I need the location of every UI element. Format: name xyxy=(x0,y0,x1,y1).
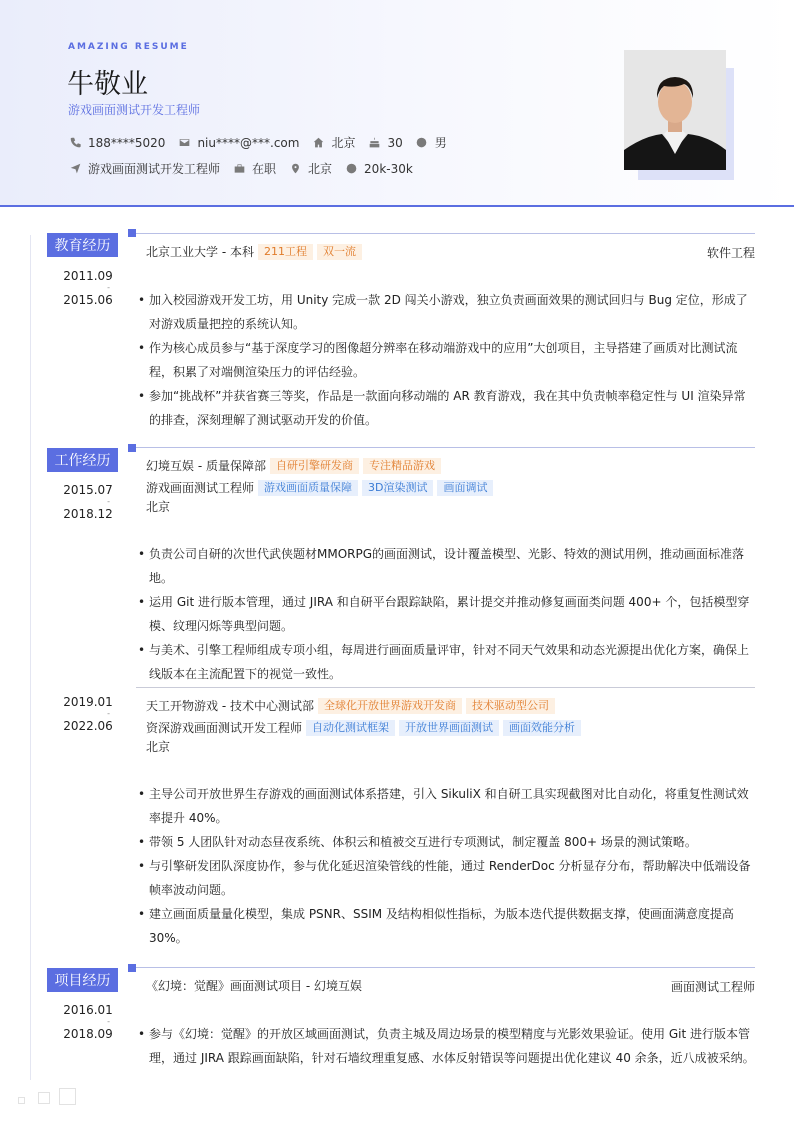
candidate-name: 牛敬业 xyxy=(67,69,148,100)
header-divider xyxy=(0,205,794,207)
section-work-rule xyxy=(136,447,755,448)
intent-row xyxy=(68,160,425,177)
section-projects-rule xyxy=(136,967,755,968)
contact-city xyxy=(311,134,355,151)
job-title-row xyxy=(146,719,581,736)
gender-icon xyxy=(415,136,429,150)
phone-text: 188****5020 xyxy=(88,135,166,150)
intent-city-text: 北京 xyxy=(308,162,333,176)
date-end: 2018.09 xyxy=(63,1027,113,1041)
cake-icon xyxy=(367,136,381,150)
list-item: • 负责公司自研的次世代武侠题材MMORPG的画面测试，设计覆盖模型、光影、特效的测试用例，推动画面标准落地。 xyxy=(138,542,756,590)
intent-city xyxy=(288,160,332,177)
job-title: 游戏画面测试工程师 xyxy=(146,481,255,495)
date-start: 2011.09 xyxy=(63,269,113,283)
section-education-marker xyxy=(128,229,136,237)
job-company-row xyxy=(146,697,555,714)
candidate-title: 游戏画面测试开发工程师 xyxy=(68,103,201,117)
date-end: 2015.06 xyxy=(63,293,113,307)
project-role: 画面测试工程师 xyxy=(670,980,755,994)
date-start: 2015.07 xyxy=(63,483,113,497)
list-item: • 与引擎研发团队深度协作，参与优化延迟渲染管线的性能，通过 RenderDoc 分析显存分布，帮助解决中低端设备帧率波动问题。 xyxy=(138,854,756,902)
status-text: 在职 xyxy=(252,162,277,176)
project-bullets xyxy=(138,1022,756,1070)
job-bullets xyxy=(138,542,756,686)
bottom-square-3 xyxy=(59,1088,76,1105)
list-item: • 建立画面质量量化模型，集成 PSNR、SSIM 及结构相似性指标，为版本迭代提供数据支撑，使画面满意度提高 30%。 xyxy=(138,902,756,950)
contact-phone xyxy=(68,136,165,150)
salary-text: 20k-30k xyxy=(364,161,413,176)
job-city: 北京 xyxy=(146,740,171,754)
job-city: 北京 xyxy=(146,500,171,514)
company-tag: 自研引擎研发商 xyxy=(270,458,359,474)
section-work-marker xyxy=(128,444,136,452)
position-text: 游戏画面测试开发工程师 xyxy=(88,162,221,176)
education-school-row xyxy=(146,243,362,260)
contact-gender xyxy=(415,134,447,151)
date-dash: - xyxy=(107,283,110,292)
job-dates xyxy=(58,484,118,520)
list-item: • 参与《幻境：觉醒》的开放区域画面测试，负责主城及周边场景的模型精度与光影效果验证。使用 Git 进行版本管理，通过 JIRA 跟踪画面缺陷，针对石墙纹理重复感、水体反射错误等问题提出优化建议 40 余条，近八成被采纳。 xyxy=(138,1022,756,1070)
timeline-rail xyxy=(30,235,31,1080)
gender-text: 男 xyxy=(434,136,447,150)
education-bullets xyxy=(138,288,756,432)
company-tag: 全球化开放世界游戏开发商 xyxy=(318,698,462,714)
job-title-row xyxy=(146,479,493,496)
skill-tag: 开放世界画面测试 xyxy=(399,720,499,736)
section-projects-label: 项目经历 xyxy=(47,968,118,992)
resume-header xyxy=(0,0,794,205)
skill-tag: 游戏画面质量保障 xyxy=(258,480,358,496)
skill-tag: 画面效能分析 xyxy=(503,720,581,736)
contact-age xyxy=(367,136,402,150)
list-item: • 加入校园游戏开发工坊，用 Unity 完成一款 2D 闯关小游戏，独立负责画面效果的测试回归与 Bug 定位，形成了对游戏质量把控的系统认知。 xyxy=(138,288,756,336)
list-item: • 作为核心成员参与“基于深度学习的图像超分辨率在移动端游戏中的应用”大创项目，主导搭建了画质对比测试流程，积累了对端侧渲染压力的评估经验。 xyxy=(138,336,756,384)
company-tag: 专注精品游戏 xyxy=(363,458,441,474)
skill-tag: 画面调试 xyxy=(437,480,493,496)
date-start: 2019.01 xyxy=(63,695,113,709)
skill-tag: 3D渲染测试 xyxy=(362,480,433,496)
education-dates xyxy=(58,270,118,306)
salary-icon xyxy=(344,162,358,176)
send-icon xyxy=(68,162,82,176)
skill-tag: 自动化测试框架 xyxy=(306,720,395,736)
school-tag: 双一流 xyxy=(317,244,362,260)
date-end: 2022.06 xyxy=(63,719,113,733)
list-item: • 与美术、引擎工程师组成专项小组，每周进行画面质量评审，针对不同天气效果和动态光源提出优化方案，确保上线版本在主流配置下的视觉一致性。 xyxy=(138,638,756,686)
age-text: 30 xyxy=(387,135,403,150)
intent-salary xyxy=(344,162,413,176)
list-item: • 带领 5 人团队针对动态昼夜系统、体积云和植被交互进行专项测试，制定覆盖 800+ 场景的测试策略。 xyxy=(138,830,756,854)
section-education-rule xyxy=(136,233,755,234)
date-end: 2018.12 xyxy=(63,507,113,521)
contact-email xyxy=(177,136,299,150)
email-text: niu****@***.com xyxy=(197,135,300,150)
bottom-square-2 xyxy=(38,1092,50,1104)
home-icon xyxy=(311,136,325,150)
school-tag: 211工程 xyxy=(258,244,313,260)
list-item: • 参加“挑战杯”并获省赛三等奖，作品是一款面向移动端的 AR 教育游戏，我在其中负责帧率稳定性与 UI 渲染异常的排查，深刻理解了测试驱动开发的价值。 xyxy=(138,384,756,432)
company-tag: 技术驱动型公司 xyxy=(466,698,555,714)
city-text: 北京 xyxy=(331,136,356,150)
intent-status xyxy=(232,160,276,177)
date-dash: - xyxy=(107,709,110,718)
bottom-square-1 xyxy=(18,1097,25,1104)
project-name-row xyxy=(146,977,362,994)
mail-icon xyxy=(177,136,191,150)
briefcase-icon xyxy=(232,162,246,176)
company-name: 天工开物游戏 - 技术中心测试部 xyxy=(146,699,314,713)
section-work-label: 工作经历 xyxy=(47,448,118,472)
school-name: 北京工业大学 - 本科 xyxy=(146,245,254,259)
intent-position xyxy=(68,160,220,177)
date-dash: - xyxy=(107,1017,110,1026)
tagline: AMAZING RESUME xyxy=(68,42,189,52)
job-dates xyxy=(58,696,118,732)
project-name: 《幻境：觉醒》画面测试项目 - 幻境互娱 xyxy=(146,979,362,993)
job-divider xyxy=(136,687,755,688)
location-icon xyxy=(288,162,302,176)
phone-icon xyxy=(68,136,82,150)
section-projects-marker xyxy=(128,964,136,972)
company-name: 幻境互娱 - 质量保障部 xyxy=(146,459,266,473)
project-dates xyxy=(58,1004,118,1040)
date-dash: - xyxy=(107,497,110,506)
date-start: 2016.01 xyxy=(63,1003,113,1017)
avatar xyxy=(624,50,726,170)
job-bullets xyxy=(138,782,756,950)
list-item: • 主导公司开放世界生存游戏的画面测试体系搭建，引入 SikuliX 和自研工具实现截图对比自动化，将重复性测试效率提升 40%。 xyxy=(138,782,756,830)
job-company-row xyxy=(146,457,441,474)
job-title: 资深游戏画面测试开发工程师 xyxy=(146,721,303,735)
education-major: 软件工程 xyxy=(706,246,755,260)
section-education-label: 教育经历 xyxy=(47,233,118,257)
contact-row xyxy=(68,134,459,151)
list-item: • 运用 Git 进行版本管理，通过 JIRA 和自研平台跟踪缺陷，累计提交并推动修复画面类问题 400+ 个，包括模型穿模、纹理闪烁等典型问题。 xyxy=(138,590,756,638)
